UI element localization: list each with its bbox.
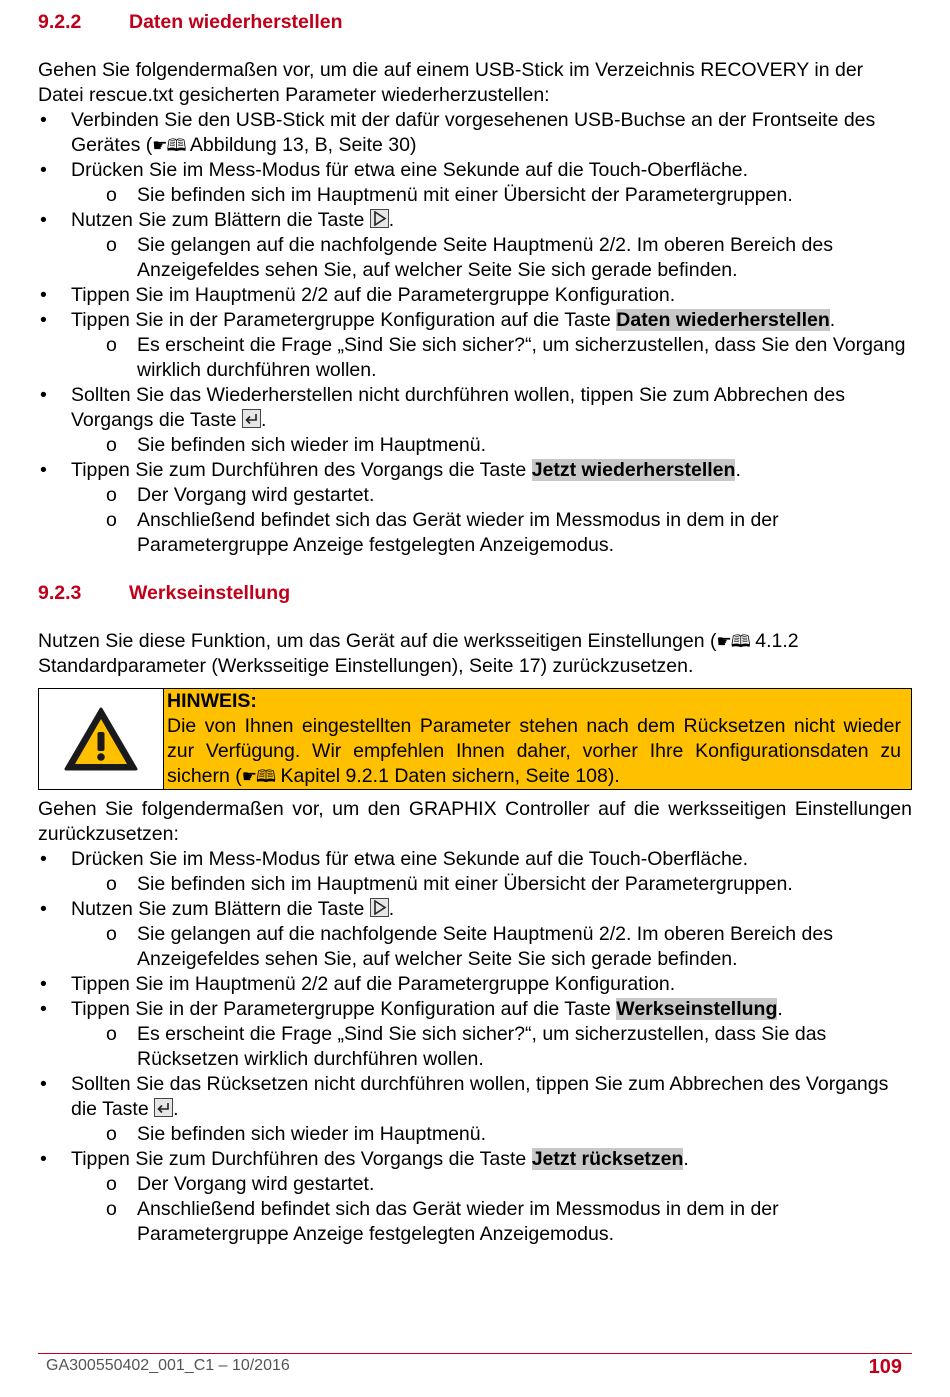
notice-title: HINWEIS: <box>167 690 257 712</box>
page-footer <box>38 1353 912 1379</box>
back-arrow-key-icon <box>242 409 261 428</box>
sub-list-item: o Es erscheint die Frage „Sind Sie sich sicher?“, um sicherzustellen, dass Sie den Vorgang wirklich durchführen wollen. <box>71 333 912 383</box>
step-list <box>38 108 912 558</box>
key-label-jetzt-ruecksetzen: Jetzt rücksetzen <box>531 1148 684 1170</box>
section-intro-2: Gehen Sie folgendermaßen vor, um den GRAPHIX Controller auf die werksseitigen Einstellungen zurückzusetzen: <box>38 798 912 845</box>
hand-pointer-icon: ☛ <box>152 136 167 155</box>
key-label-daten-wiederherstellen: Daten wiederherstellen <box>616 309 830 331</box>
list-item: • Drücken Sie im Mess-Modus für etwa eine Sekunde auf die Touch-Oberfläche. o Sie befinden sich im Hauptmenü mit einer Übersicht der Parametergruppen. <box>38 158 912 208</box>
page-number: 109 <box>868 1356 902 1378</box>
list-item: • Tippen Sie in der Parametergruppe Konfiguration auf die Taste Daten wiederherstellen. o Es erscheint die Frage „Sind Sie sich sicher?“, um sicherzustellen, dass Sie den Vorgang wirklich durchführen wollen. <box>38 308 912 383</box>
section-intro: Nutzen Sie diese Funktion, um das Gerät auf die werksseitigen Einstellungen (☛🕮 4.1.2 Standardparameter (Werksseitige Einstellungen), Seite 17) zurückzusetzen. <box>38 630 799 677</box>
section-title: Daten wiederherstellen <box>129 11 343 33</box>
next-arrow-key-icon <box>370 898 389 917</box>
key-label-jetzt-wiederherstellen: Jetzt wiederherstellen <box>531 459 736 481</box>
sub-list-item: o Sie befinden sich wieder im Hauptmenü. <box>71 1122 912 1147</box>
next-arrow-key-icon <box>370 209 389 228</box>
warning-triangle-icon <box>63 706 139 772</box>
document-page <box>38 10 912 1247</box>
hand-pointer-icon: ☛ <box>241 767 257 786</box>
hand-pointer-icon: ☛ <box>716 632 731 651</box>
book-icon: 🕮 <box>730 632 750 651</box>
book-icon: 🕮 <box>256 767 276 786</box>
sub-list-item: o Sie gelangen auf die nachfolgende Seite Hauptmenü 2/2. Im oberen Bereich des Anzeigefeldes sehen Sie, auf welcher Seite Sie sich gerade befinden. <box>71 233 912 283</box>
list-item: • Tippen Sie in der Parametergruppe Konfiguration auf die Taste Werkseinstellung. o Es erscheint die Frage „Sind Sie sich sicher?“, um sicherzustellen, dass Sie das Rücksetzen wirklich durchführen wollen. <box>38 997 912 1072</box>
sub-list-item: o Sie befinden sich im Hauptmenü mit einer Übersicht der Parametergruppen. <box>71 183 912 208</box>
sub-list-item: o Der Vorgang wird gestartet. <box>71 483 912 508</box>
sub-list-item: o Der Vorgang wird gestartet. <box>71 1172 912 1197</box>
key-label-werkseinstellung: Werkseinstellung <box>616 998 778 1020</box>
list-item: • Sollten Sie das Wiederherstellen nicht durchführen wollen, tippen Sie zum Abbrechen des Vorgangs die Taste . o Sie befinden sich wieder im Hauptmenü. <box>38 383 912 458</box>
sub-list-item: o Es erscheint die Frage „Sind Sie sich sicher?“, um sicherzustellen, dass Sie das Rücksetzen wirklich durchführen wollen. <box>71 1022 912 1072</box>
section-intro: Gehen Sie folgendermaßen vor, um die auf einem USB-Stick im Verzeichnis RECOVERY in der Datei rescue.txt gesicherten Parameter wiederherzustellen: <box>38 59 864 106</box>
step-list <box>38 847 912 1247</box>
list-item: • Nutzen Sie zum Blättern die Taste . o Sie gelangen auf die nachfolgende Seite Hauptmenü 2/2. Im oberen Bereich des Anzeigefeldes sehen Sie, auf welcher Seite Sie sich gerade befinden. <box>38 208 912 283</box>
list-item: • Tippen Sie zum Durchführen des Vorgangs die Taste Jetzt rücksetzen. o Der Vorgang wird gestartet. o Anschließend befindet sich das Gerät wieder im Messmodus in dem in der Parametergruppe Anzeige festgelegten Anzeigemodus. <box>38 1147 912 1247</box>
book-icon: 🕮 <box>166 136 186 155</box>
sub-list-item: o Anschließend befindet sich das Gerät wieder im Messmodus in dem in der Parametergruppe Anzeige festgelegten Anzeigemodus. <box>71 508 912 558</box>
section-number: 9.2.3 <box>38 582 82 604</box>
notice-text: Die von Ihnen eingestellten Parameter stehen nach dem Rücksetzen nicht wieder zur Verfügung. Wir empfehlen Ihnen daher, vorher Ihre Konfigurationsdaten zu sichern (☛🕮 Kapitel 9.2.1 Daten sichern, Seite 108). <box>167 715 901 787</box>
reference-icons <box>717 632 750 651</box>
back-arrow-key-icon <box>154 1098 173 1117</box>
section-number: 9.2.2 <box>38 11 82 33</box>
sub-list-item: o Anschließend befindet sich das Gerät wieder im Messmodus in dem in der Parametergruppe Anzeige festgelegten Anzeigemodus. <box>71 1197 912 1247</box>
list-item: • Nutzen Sie zum Blättern die Taste . o Sie gelangen auf die nachfolgende Seite Hauptmenü 2/2. Im oberen Bereich des Anzeigefeldes sehen Sie, auf welcher Seite Sie sich gerade befinden. <box>38 897 912 972</box>
section-heading-9-2-2 <box>38 10 912 35</box>
sub-list-item: o Sie befinden sich wieder im Hauptmenü. <box>71 433 912 458</box>
document-id: GA300550402_001_C1 – 10/2016 <box>46 1357 290 1374</box>
list-item: • Tippen Sie zum Durchführen des Vorgangs die Taste Jetzt wiederherstellen. o Der Vorgang wird gestartet. o Anschließend befindet sich das Gerät wieder im Messmodus in dem in der Parametergruppe Anzeige festgelegten Anzeigemodus. <box>38 458 912 558</box>
list-item: • Tippen Sie im Hauptmenü 2/2 auf die Parametergruppe Konfiguration. <box>38 283 912 308</box>
list-item: • Drücken Sie im Mess-Modus für etwa eine Sekunde auf die Touch-Oberfläche. o Sie befinden sich im Hauptmenü mit einer Übersicht der Parametergruppen. <box>38 847 912 897</box>
list-item: • Tippen Sie im Hauptmenü 2/2 auf die Parametergruppe Konfiguration. <box>38 972 912 997</box>
section-title: Werkseinstellung <box>129 582 291 604</box>
reference-icons <box>242 767 275 786</box>
reference-icons <box>152 136 185 155</box>
list-item: • Sollten Sie das Rücksetzen nicht durchführen wollen, tippen Sie zum Abbrechen des Vorgangs die Taste . o Sie befinden sich wieder im Hauptmenü. <box>38 1072 912 1147</box>
list-item: • Verbinden Sie den USB-Stick mit der dafür vorgesehenen USB-Buchse an der Frontseite des Gerätes (☛🕮 Abbildung 13, B, Seite 30) <box>38 108 912 158</box>
notice-box <box>38 688 912 790</box>
sub-list-item: o Sie befinden sich im Hauptmenü mit einer Übersicht der Parametergruppen. <box>71 872 912 897</box>
sub-list-item: o Sie gelangen auf die nachfolgende Seite Hauptmenü 2/2. Im oberen Bereich des Anzeigefeldes sehen Sie, auf welcher Seite Sie sich gerade befinden. <box>71 922 912 972</box>
section-heading-9-2-3 <box>38 581 912 606</box>
